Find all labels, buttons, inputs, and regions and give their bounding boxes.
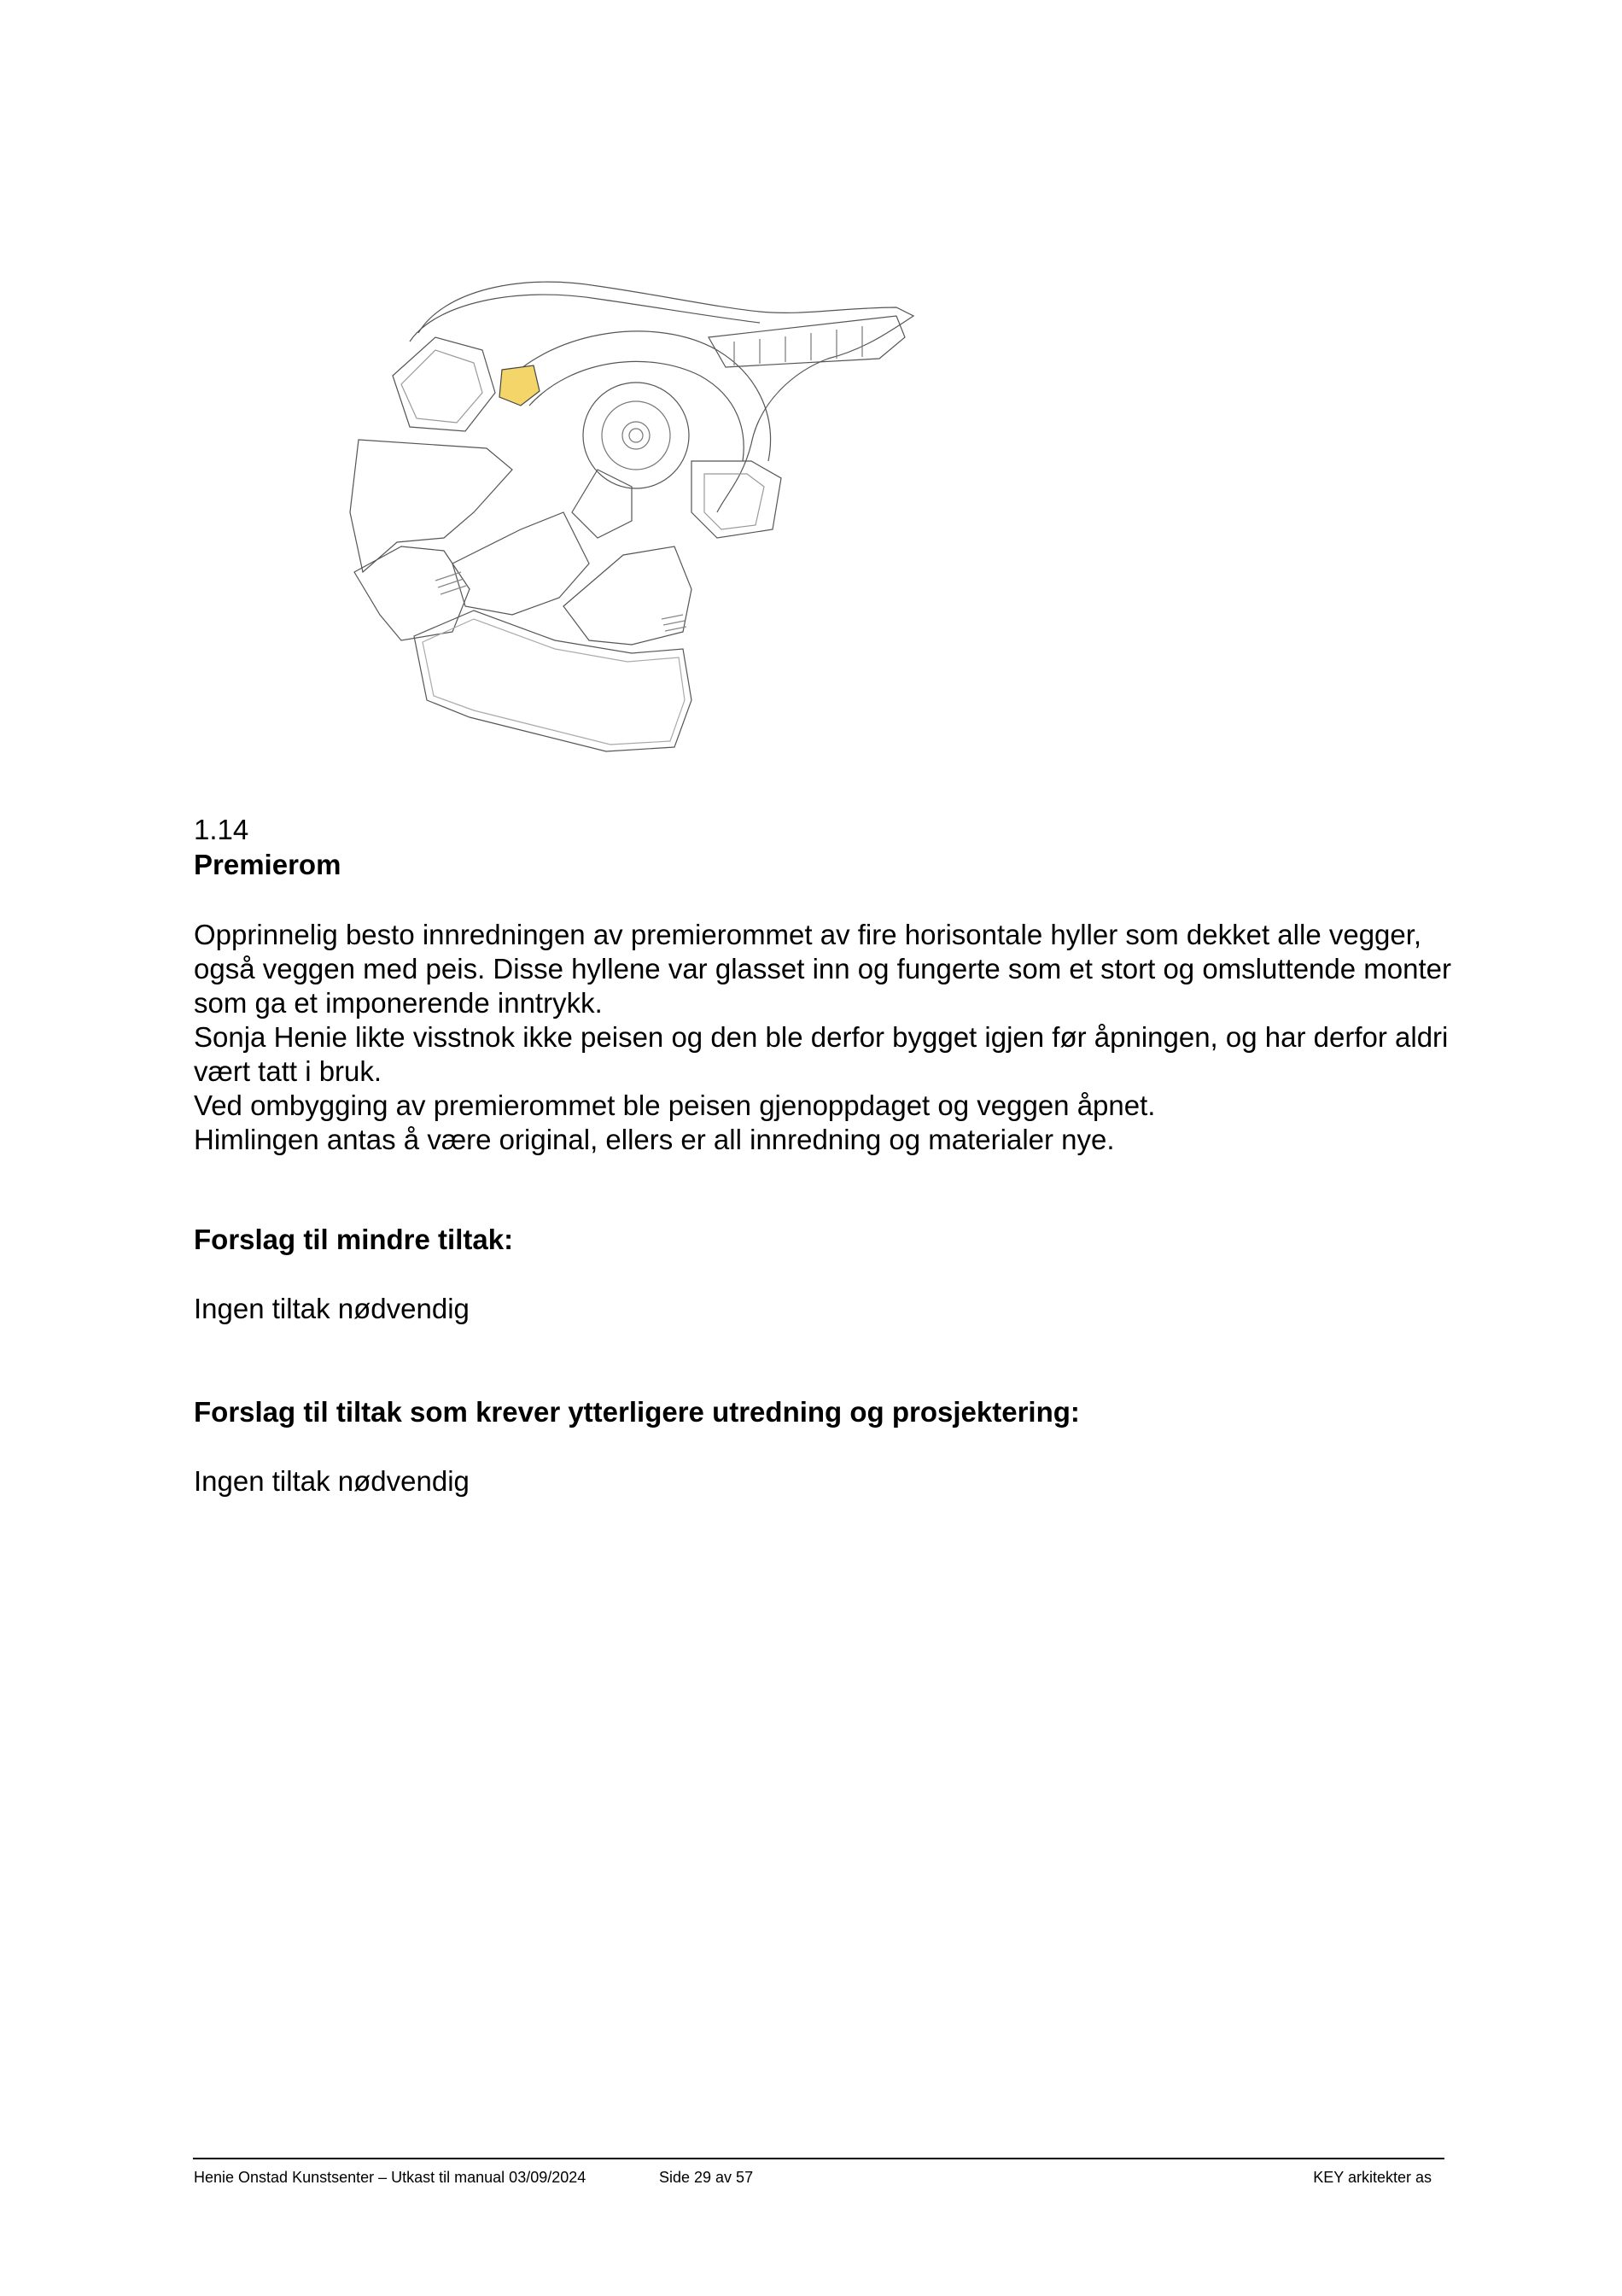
body-text [194,918,1457,1157]
footer-left: Henie Onstad Kunstsenter – Utkast til manual 03/09/2024 [194,2169,586,2186]
section-title: Premierom [194,849,341,880]
minor-measures-text: Ingen tiltak nødvendig [194,1293,470,1324]
paragraph: Opprinnelig besto innredningen av premierommet av fire horisontale hyller som dekket alle vegger, også veggen med peis. Disse hyllene var glasset inn og fungerte som et stort og omsluttende monter som ga et imponerende inntrykk. [194,919,1451,1019]
paragraph: Sonja Henie likte visstnok ikke peisen og den ble derfor bygget igjen før åpningen, og har derfor aldri vært tatt i bruk. [194,1021,1449,1087]
further-measures-text: Ingen tiltak nødvendig [194,1465,470,1497]
minor-measures-heading: Forslag til mindre tiltak: [194,1224,514,1255]
footer-divider [193,2158,1444,2159]
section-number: 1.14 [194,814,249,845]
footer-right: KEY arkitekter as [1313,2169,1432,2186]
footer-page-number: Side 29 av 57 [659,2169,754,2186]
paragraph: Ved ombygging av premierommet ble peisen gjenoppdaget og veggen åpnet. [194,1090,1156,1121]
paragraph: Himlingen antas å være original, ellers er all innredning og materialer nye. [194,1124,1115,1155]
floor-plan-drawing [316,256,982,768]
highlighted-room [499,365,540,406]
further-measures-heading: Forslag til tiltak som krever ytterligere utredning og prosjektering: [194,1396,1080,1428]
